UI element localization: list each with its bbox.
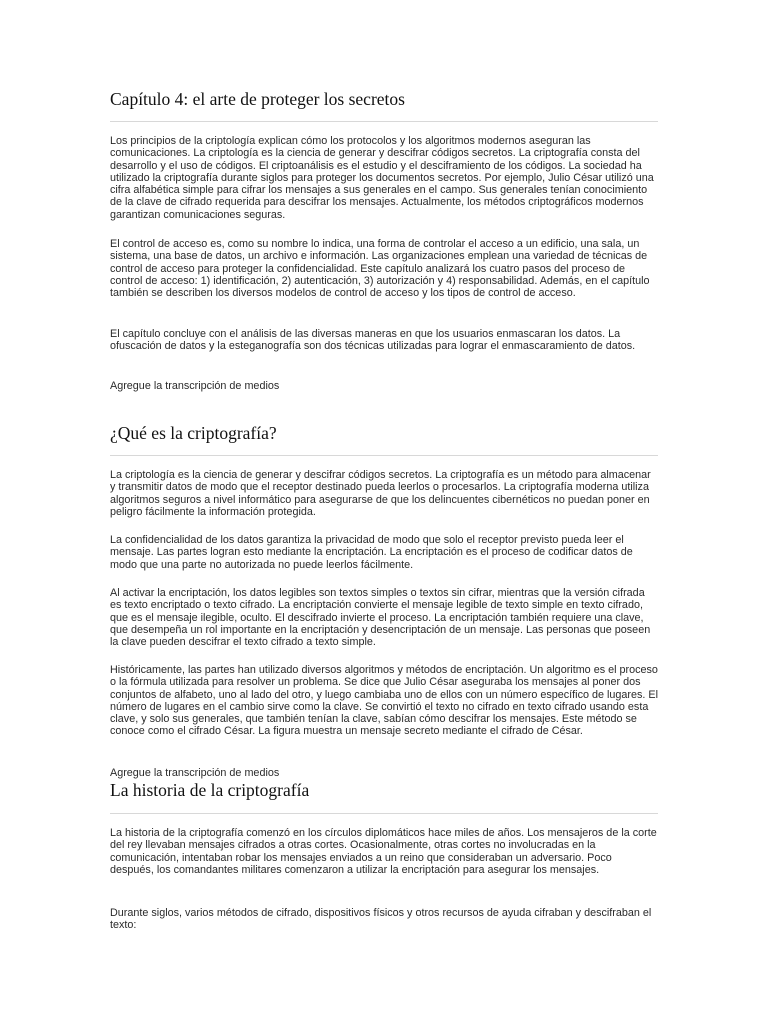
section-title-historia-criptografia: La historia de la criptografía bbox=[110, 780, 310, 800]
paragraph: La confidencialidad de los datos garantiza la privacidad de modo que solo el receptor previsto pueda leer el mensaje. Las partes logran esto mediante la encriptación. La encriptación es el proceso de codificar datos de modo que una parte no autorizada no puede leerlos fácilmente. bbox=[110, 534, 633, 571]
media-transcript-link[interactable]: Agregue la transcripción de medios bbox=[110, 380, 280, 392]
paragraph: La historia de la criptografía comenzó en los círculos diplomáticos hace miles de años. Los mensajeros de la corte del rey llevaban mensajes cifrados a otras cortes. Ocasionalmente, otras cortes no involucradas en la comunicación, intentaban robar los mensajes enviados a un reino que consideraban un adversario. Poco después, los comandantes militares comenzaron a utilizar la encriptación para asegurar los mensajes. bbox=[110, 827, 657, 876]
section-title-que-es-criptografia: ¿Qué es la criptografía? bbox=[110, 423, 277, 443]
section-title-capitulo-4: Capítulo 4: el arte de proteger los secretos bbox=[110, 89, 405, 109]
paragraph: El capítulo concluye con el análisis de las diversas maneras en que los usuarios enmascaran los datos. La ofuscación de datos y la esteganografía son dos técnicas utilizadas para lograr el enmascaramiento de datos. bbox=[110, 328, 636, 353]
section-divider bbox=[110, 121, 658, 122]
paragraph: La criptología es la ciencia de generar y descifrar códigos secretos. La criptografía es un método para almacenar y transmitir datos de modo que el receptor destinado pueda leerlos o procesarlos. La criptografía moderna utiliza algoritmos seguros a nivel informático para asegurarse de que los delincuentes cibernéticos no puedan poner en peligro fácilmente la información protegida. bbox=[110, 469, 651, 518]
paragraph: Los principios de la criptología explican cómo los protocolos y los algoritmos modernos aseguran las comunicaciones. La criptología es la ciencia de generar y descifrar códigos secretos. La criptografía consta del desarrollo y el uso de códigos. El criptoanálisis es el estudio y el desciframiento de los códigos. La sociedad ha utilizado la criptografía durante siglos para proteger los documentos secretos. Por ejemplo, Julio César utilizó una cifra alfabética simple para cifrar los mensajes a sus generales en el campo. Sus generales tenían conocimiento de la clave de cifrado requerida para descifrar los mensajes. Actualmente, los métodos criptográficos modernos garantizan comunicaciones seguras. bbox=[110, 135, 654, 221]
section-divider bbox=[110, 455, 658, 456]
paragraph: Al activar la encriptación, los datos legibles son textos simples o textos sin cifrar, mientras que la versión cifrada es texto encriptado o texto cifrado. La encriptación convierte el mensaje legible de texto simple en texto cifrado, que es el mensaje ilegible, oculto. El descifrado invierte el proceso. La encriptación también requiere una clave, que desempeña un rol importante en la encriptación y desencriptación de un mensaje. Las personas que poseen la clave pueden descifrar el texto cifrado a texto simple. bbox=[110, 587, 651, 649]
section-divider bbox=[110, 813, 658, 814]
paragraph: Durante siglos, varios métodos de cifrado, dispositivos físicos y otros recursos de ayuda cifraban y descifraban el texto: bbox=[110, 907, 652, 932]
media-transcript-link[interactable]: Agregue la transcripción de medios bbox=[110, 767, 280, 779]
paragraph: El control de acceso es, como su nombre lo indica, una forma de controlar el acceso a un edificio, una sala, un sistema, una base de datos, un archivo e información. Las organizaciones emplean una variedad de técnicas de control de acceso para proteger la confidencialidad. Este capítulo analizará los cuatro pasos del proceso de control de acceso: 1) identificación, 2) autenticación, 3) autorización y 4) responsabilidad. Además, en el capítulo también se describen los diversos modelos de control de acceso y los tipos de control de acceso. bbox=[110, 238, 650, 300]
paragraph: Históricamente, las partes han utilizado diversos algoritmos y métodos de encriptación. Un algoritmo es el proceso o la fórmula utilizada para resolver un problema. Se dice que Julio César aseguraba los mensajes al poner dos conjuntos de alfabeto, uno al lado del otro, y luego cambiaba uno de ellos con un número específico de lugares. El número de lugares en el cambio sirve como la clave. Se convirtió el texto no cifrado en texto cifrado usando esta clave, y solo sus generales, que también tenían la clave, sabían cómo descifrar los mensajes. Este método se conoce como el cifrado César. La figura muestra un mensaje secreto mediante el cifrado de César. bbox=[110, 664, 659, 738]
